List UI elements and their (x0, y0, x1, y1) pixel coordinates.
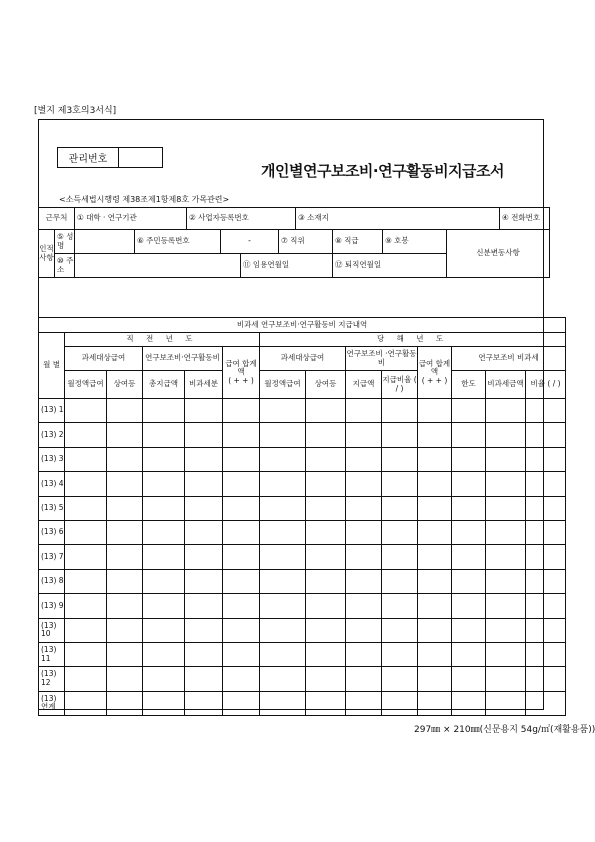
management-number-field[interactable] (119, 148, 162, 167)
month-label: (13) 5 (39, 496, 65, 520)
table-cell[interactable] (185, 569, 223, 593)
table-cell[interactable] (185, 545, 223, 569)
management-number-box (57, 147, 163, 168)
table-cell[interactable] (418, 472, 452, 496)
table-cell[interactable] (418, 569, 452, 593)
table-cell[interactable] (260, 618, 306, 642)
table-cell[interactable] (486, 667, 526, 691)
month-label: (13) 10 (39, 618, 65, 642)
address-label: ⑩ 주소 (55, 254, 75, 278)
table-cell[interactable] (346, 667, 382, 691)
table-cell[interactable] (223, 496, 260, 520)
month-label: (13) 2 (39, 423, 65, 447)
personal-header: 인적사항 (39, 230, 55, 278)
col-nontax-amount: 비과세금액 (486, 371, 526, 399)
table-cell[interactable] (486, 520, 526, 544)
table-cell[interactable] (526, 423, 566, 447)
table-cell[interactable] (418, 667, 452, 691)
month-label: (13) 1 (39, 399, 65, 423)
col-ratio: 비율 ( / ) (526, 371, 566, 399)
table-cell[interactable] (143, 691, 185, 715)
resident-no-field[interactable]: - (221, 230, 279, 254)
table-cell[interactable] (346, 642, 382, 666)
table-cell[interactable] (486, 447, 526, 471)
payment-detail-table (38, 317, 566, 716)
table-cell[interactable] (486, 399, 526, 423)
table-cell[interactable] (260, 545, 306, 569)
table-cell[interactable] (223, 594, 260, 618)
table-cell[interactable] (306, 569, 346, 593)
table-cell[interactable] (185, 496, 223, 520)
personal-info-table (38, 207, 550, 278)
month-label: (13) 9 (39, 594, 65, 618)
table-cell[interactable] (486, 496, 526, 520)
grade-field[interactable]: ⑨ 호봉 (383, 230, 447, 254)
table-cell[interactable] (382, 545, 418, 569)
table-cell[interactable] (185, 472, 223, 496)
col-prev-total-pay: 총지급액 (143, 371, 185, 399)
col-curr-pay-ratio: 지급비율 ( / ) (382, 371, 418, 399)
table-cell[interactable] (223, 667, 260, 691)
table-cell[interactable] (65, 496, 107, 520)
table-cell[interactable] (65, 423, 107, 447)
table-cell[interactable] (143, 569, 185, 593)
table-cell[interactable] (306, 423, 346, 447)
table-cell[interactable] (306, 496, 346, 520)
table-cell[interactable] (65, 667, 107, 691)
prev-taxable-wage-header: 과세대상급여 (65, 347, 143, 371)
prev-research-pay-header: 연구보조비·연구활동비 (143, 347, 223, 371)
table-cell[interactable] (185, 642, 223, 666)
table-cell[interactable] (382, 423, 418, 447)
table-cell[interactable] (260, 642, 306, 666)
table-cell[interactable] (382, 447, 418, 471)
curr-year-header: 당 해 년 도 (260, 333, 566, 347)
rank-field[interactable]: ⑧ 직급 (333, 230, 383, 254)
table-cell[interactable] (143, 423, 185, 447)
table-cell[interactable] (452, 545, 486, 569)
table-cell[interactable] (306, 618, 346, 642)
table-cell[interactable] (452, 667, 486, 691)
table-cell[interactable] (107, 667, 143, 691)
table-cell[interactable] (107, 447, 143, 471)
phone-field[interactable]: ④ 전화번호 (500, 208, 550, 230)
table-cell[interactable] (107, 496, 143, 520)
table-cell[interactable] (260, 667, 306, 691)
status-changes-label: 신분변동사항 (447, 230, 550, 278)
month-rows (39, 399, 566, 716)
table-cell[interactable] (382, 691, 418, 715)
table-cell[interactable] (260, 472, 306, 496)
table-cell[interactable] (346, 447, 382, 471)
resident-no-label: ⑥ 주민등록번호 (135, 230, 221, 254)
table-row (39, 496, 566, 520)
name-label: ⑤ 성명 (55, 230, 75, 254)
table-cell[interactable] (306, 691, 346, 715)
table-cell[interactable] (382, 472, 418, 496)
form-number-label: [별지 제3호의3서식] (34, 106, 117, 116)
table-cell[interactable] (260, 569, 306, 593)
table-cell[interactable] (260, 496, 306, 520)
table-cell[interactable] (306, 447, 346, 471)
table-cell[interactable] (223, 545, 260, 569)
table-cell[interactable] (526, 545, 566, 569)
table-cell[interactable] (65, 569, 107, 593)
month-label: (13) 7 (39, 545, 65, 569)
table-cell[interactable] (526, 496, 566, 520)
table-cell[interactable] (382, 569, 418, 593)
table-cell[interactable] (346, 520, 382, 544)
table-row (39, 423, 566, 447)
table-cell[interactable] (223, 691, 260, 715)
table-cell[interactable] (65, 399, 107, 423)
table-cell[interactable] (260, 399, 306, 423)
table-cell[interactable] (346, 472, 382, 496)
table-cell[interactable] (486, 594, 526, 618)
form-title: 개인별연구보조비·연구활동비지급조서 (261, 162, 505, 180)
table-cell[interactable] (452, 569, 486, 593)
table-row (39, 691, 566, 715)
table-cell[interactable] (107, 618, 143, 642)
table-cell[interactable] (65, 545, 107, 569)
paper-spec: 297㎜ × 210㎜(신문용지 54g/㎡(재활용품)) (414, 725, 595, 735)
table-cell[interactable] (306, 399, 346, 423)
management-number-label: 관리번호 (58, 148, 119, 167)
col-curr-bonus: 상여등 (306, 371, 346, 399)
table-cell[interactable] (260, 423, 306, 447)
table-row (39, 520, 566, 544)
table-cell[interactable] (418, 545, 452, 569)
table-cell[interactable] (526, 691, 566, 715)
table-cell[interactable] (107, 472, 143, 496)
table-cell[interactable] (143, 594, 185, 618)
table-cell[interactable] (346, 545, 382, 569)
table-cell[interactable] (382, 642, 418, 666)
table-cell[interactable] (143, 472, 185, 496)
table-cell[interactable] (107, 691, 143, 715)
table-cell[interactable] (143, 399, 185, 423)
table-cell[interactable] (65, 642, 107, 666)
table-cell[interactable] (452, 691, 486, 715)
table-cell[interactable] (185, 667, 223, 691)
table-cell[interactable] (346, 423, 382, 447)
table-cell[interactable] (452, 520, 486, 544)
table-cell[interactable] (260, 447, 306, 471)
table-cell[interactable] (107, 594, 143, 618)
table-row (39, 642, 566, 666)
table-cell[interactable] (486, 618, 526, 642)
table-cell[interactable] (346, 691, 382, 715)
table-cell[interactable] (107, 569, 143, 593)
table-cell[interactable] (65, 447, 107, 471)
table-cell[interactable] (65, 520, 107, 544)
biz-number-field[interactable]: ② 사업자등록번호 (187, 208, 296, 230)
table-cell[interactable] (452, 472, 486, 496)
workplace-header: 근무처 (39, 208, 75, 230)
curr-wage-total-header: 급여 합계액 ( + + ) (418, 347, 452, 399)
table-cell[interactable] (185, 423, 223, 447)
table-cell[interactable] (418, 594, 452, 618)
table-cell[interactable] (526, 520, 566, 544)
position-field[interactable]: ⑦ 직위 (279, 230, 333, 254)
table-cell[interactable] (418, 399, 452, 423)
table-cell[interactable] (526, 447, 566, 471)
table-cell[interactable] (223, 472, 260, 496)
table-cell[interactable] (418, 520, 452, 544)
table-cell[interactable] (418, 447, 452, 471)
table-cell[interactable] (346, 569, 382, 593)
table-cell[interactable] (486, 569, 526, 593)
curr-taxable-wage-header: 과세대상급여 (260, 347, 346, 371)
table-cell[interactable] (143, 642, 185, 666)
table-cell[interactable] (143, 667, 185, 691)
col-prev-monthly: 월정액급여 (65, 371, 107, 399)
table-cell[interactable] (486, 545, 526, 569)
table-cell[interactable] (260, 691, 306, 715)
table-cell[interactable] (185, 691, 223, 715)
table-cell[interactable] (526, 594, 566, 618)
table-cell[interactable] (526, 642, 566, 666)
table-cell[interactable] (223, 423, 260, 447)
month-label: (13) 12 (39, 667, 65, 691)
table-cell[interactable] (486, 472, 526, 496)
table-cell[interactable] (306, 642, 346, 666)
table-cell[interactable] (418, 423, 452, 447)
table-cell[interactable] (107, 642, 143, 666)
table-cell[interactable] (526, 667, 566, 691)
table-cell[interactable] (382, 399, 418, 423)
table-cell[interactable] (185, 618, 223, 642)
table-cell[interactable] (306, 667, 346, 691)
table-cell[interactable] (418, 618, 452, 642)
table-cell[interactable] (223, 520, 260, 544)
table-cell[interactable] (306, 472, 346, 496)
table-cell[interactable] (143, 545, 185, 569)
table-cell[interactable] (418, 496, 452, 520)
table-cell[interactable] (185, 594, 223, 618)
table-row (39, 472, 566, 496)
month-label: (13) 연계 (39, 691, 65, 715)
table-cell[interactable] (223, 618, 260, 642)
table-cell[interactable] (382, 667, 418, 691)
appoint-date-field[interactable]: ⑪ 임용연월일 (241, 254, 333, 278)
table-row (39, 569, 566, 593)
table-row (39, 447, 566, 471)
workplace-address-field[interactable]: ③ 소재지 (296, 208, 500, 230)
table-cell[interactable] (107, 520, 143, 544)
table-row (39, 399, 566, 423)
table-cell[interactable] (65, 618, 107, 642)
table-cell[interactable] (260, 594, 306, 618)
curr-research-pay-header: 연구보조비 ·연구활동비 (346, 347, 418, 371)
table-row (39, 594, 566, 618)
table-cell[interactable] (306, 545, 346, 569)
table-cell[interactable] (306, 594, 346, 618)
table-cell[interactable] (382, 618, 418, 642)
name-field[interactable] (75, 230, 135, 254)
table-cell[interactable] (223, 399, 260, 423)
prev-wage-total-header: 급여 합계액 ( + + ) (223, 347, 260, 399)
table-cell[interactable] (452, 618, 486, 642)
table-cell[interactable] (107, 399, 143, 423)
table-cell[interactable] (346, 594, 382, 618)
table-cell[interactable] (452, 496, 486, 520)
table-cell[interactable] (65, 472, 107, 496)
table-cell[interactable] (306, 520, 346, 544)
table-cell[interactable] (526, 472, 566, 496)
table-cell[interactable] (223, 569, 260, 593)
table-cell[interactable] (526, 569, 566, 593)
table-cell[interactable] (143, 520, 185, 544)
table-row (39, 667, 566, 691)
month-header: 월 별 (39, 333, 65, 399)
table-cell[interactable] (107, 545, 143, 569)
table-cell[interactable] (452, 423, 486, 447)
col-prev-bonus: 상여등 (107, 371, 143, 399)
form-frame (38, 119, 561, 712)
table-cell[interactable] (452, 594, 486, 618)
table-cell[interactable] (223, 642, 260, 666)
retire-date-field[interactable]: ⑫ 퇴직연월일 (333, 254, 447, 278)
table-cell[interactable] (346, 399, 382, 423)
table-cell[interactable] (260, 520, 306, 544)
table-cell[interactable] (382, 520, 418, 544)
prev-year-header: 직 전 년 도 (65, 333, 260, 347)
table-cell[interactable] (452, 399, 486, 423)
table-cell[interactable] (346, 618, 382, 642)
section-title: 비과세 연구보조비·연구활동비 지급내역 (39, 318, 566, 333)
month-label: (13) 3 (39, 447, 65, 471)
month-label: (13) 4 (39, 472, 65, 496)
table-row (39, 545, 566, 569)
table-cell[interactable] (185, 447, 223, 471)
table-cell[interactable] (143, 496, 185, 520)
table-cell[interactable] (346, 496, 382, 520)
table-row (39, 618, 566, 642)
col-curr-pay: 지급액 (346, 371, 382, 399)
table-cell[interactable] (185, 399, 223, 423)
table-cell[interactable] (418, 691, 452, 715)
table-cell[interactable] (452, 642, 486, 666)
table-cell[interactable] (486, 423, 526, 447)
table-cell[interactable] (143, 618, 185, 642)
table-cell[interactable] (526, 618, 566, 642)
month-label: (13) 8 (39, 569, 65, 593)
month-label: (13) 11 (39, 642, 65, 666)
university-field[interactable]: ① 대학 · 연구기관 (75, 208, 187, 230)
table-cell[interactable] (65, 691, 107, 715)
nontax-header: 연구보조비 비과세 (452, 347, 566, 371)
table-cell[interactable] (382, 496, 418, 520)
table-cell[interactable] (143, 447, 185, 471)
table-cell[interactable] (185, 520, 223, 544)
table-cell[interactable] (382, 594, 418, 618)
table-cell[interactable] (486, 691, 526, 715)
address-field[interactable] (75, 254, 241, 278)
table-cell[interactable] (107, 423, 143, 447)
col-limit: 한도 (452, 371, 486, 399)
legal-basis: <소득세법시행령 제38조제1항제8호 가목관련> (59, 195, 230, 204)
table-cell[interactable] (418, 642, 452, 666)
table-cell[interactable] (526, 399, 566, 423)
col-curr-monthly: 월정액급여 (260, 371, 306, 399)
col-prev-nontax: 비과세분 (185, 371, 223, 399)
table-cell[interactable] (452, 447, 486, 471)
table-cell[interactable] (486, 642, 526, 666)
table-cell[interactable] (223, 447, 260, 471)
month-label: (13) 6 (39, 520, 65, 544)
table-cell[interactable] (65, 594, 107, 618)
